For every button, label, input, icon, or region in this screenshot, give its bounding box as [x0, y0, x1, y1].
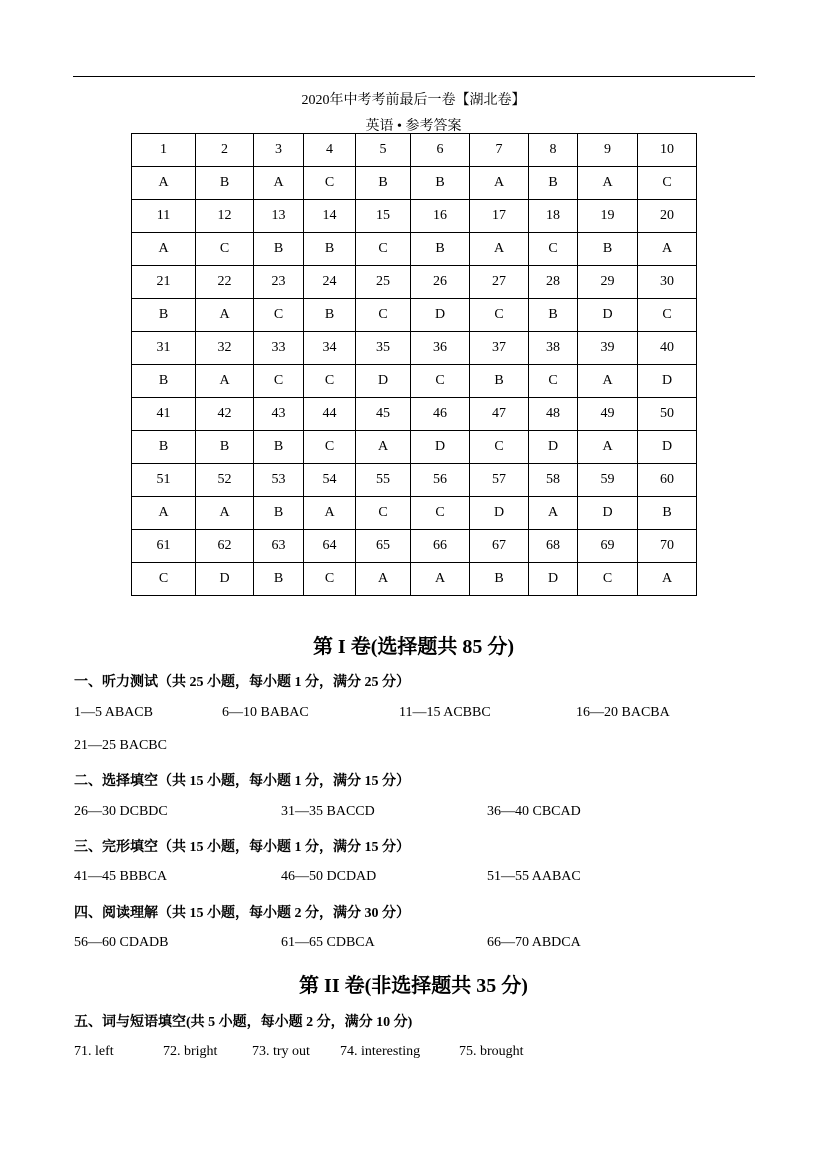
answer-cell: D — [196, 563, 254, 596]
question-number-row — [132, 266, 697, 299]
answer-group: 75. brought — [459, 1044, 524, 1059]
question-number-cell: 13 — [254, 200, 304, 233]
answer-group: 61—65 CDBCA — [281, 935, 375, 950]
question-number-cell: 6 — [411, 134, 470, 167]
question-number-cell: 36 — [411, 332, 470, 365]
answer-cell: C — [132, 563, 196, 596]
answer-cell: C — [638, 167, 697, 200]
answer-cell: C — [196, 233, 254, 266]
answer-cell: B — [254, 431, 304, 464]
question-number-cell: 17 — [470, 200, 529, 233]
question-number-cell: 20 — [638, 200, 697, 233]
answer-row — [132, 563, 697, 596]
question-number-cell: 10 — [638, 134, 697, 167]
question-number-cell: 51 — [132, 464, 196, 497]
answer-cell: A — [638, 563, 697, 596]
question-number-cell: 16 — [411, 200, 470, 233]
answer-table — [131, 133, 697, 596]
answer-group: 36—40 CBCAD — [487, 804, 581, 819]
question-number-cell: 47 — [470, 398, 529, 431]
section-heading: 五、词与短语填空(共 5 小题，每小题 2 分，满分 10 分) — [74, 1015, 413, 1030]
question-number-cell: 18 — [529, 200, 578, 233]
answer-group: 71. left — [74, 1044, 114, 1059]
question-number-cell: 33 — [254, 332, 304, 365]
question-number-row — [132, 134, 697, 167]
question-number-cell: 49 — [578, 398, 638, 431]
question-number-cell: 52 — [196, 464, 254, 497]
answer-cell: B — [529, 167, 578, 200]
answer-cell: C — [578, 563, 638, 596]
answer-cell: B — [254, 233, 304, 266]
answer-cell: A — [196, 365, 254, 398]
answer-group: 31—35 BACCD — [281, 804, 375, 819]
answer-cell: B — [411, 167, 470, 200]
question-number-cell: 68 — [529, 530, 578, 563]
answer-cell: C — [470, 431, 529, 464]
answer-cell: D — [356, 365, 411, 398]
question-number-row — [132, 398, 697, 431]
question-number-cell: 55 — [356, 464, 411, 497]
question-number-cell: 43 — [254, 398, 304, 431]
answer-row — [132, 431, 697, 464]
answer-cell: D — [529, 563, 578, 596]
answer-group: 21—25 BACBC — [74, 738, 167, 753]
question-number-cell: 45 — [356, 398, 411, 431]
question-number-cell: 53 — [254, 464, 304, 497]
question-number-cell: 3 — [254, 134, 304, 167]
section-heading: 一、听力测试（共 25 小题，每小题 1 分，满分 25 分） — [74, 675, 410, 690]
answer-cell: B — [132, 299, 196, 332]
question-number-cell: 28 — [529, 266, 578, 299]
answer-row — [132, 233, 697, 266]
question-number-cell: 24 — [304, 266, 356, 299]
question-number-cell: 11 — [132, 200, 196, 233]
question-number-cell: 25 — [356, 266, 411, 299]
section-heading: 三、完形填空（共 15 小题，每小题 1 分，满分 15 分） — [74, 840, 410, 855]
question-number-cell: 21 — [132, 266, 196, 299]
question-number-cell: 27 — [470, 266, 529, 299]
header-rule — [73, 76, 755, 77]
question-number-cell: 65 — [356, 530, 411, 563]
answer-group: 56—60 CDADB — [74, 935, 169, 950]
answer-cell: A — [254, 167, 304, 200]
answer-cell: C — [411, 365, 470, 398]
answer-group: 11—15 ACBBC — [399, 705, 491, 720]
answer-cell: C — [411, 497, 470, 530]
answer-cell: D — [411, 431, 470, 464]
answer-cell: A — [470, 233, 529, 266]
question-number-cell: 39 — [578, 332, 638, 365]
answer-cell: D — [411, 299, 470, 332]
question-number-cell: 4 — [304, 134, 356, 167]
question-number-cell: 12 — [196, 200, 254, 233]
document-subtitle: 英语 • 参考答案 — [365, 119, 462, 134]
question-number-cell: 63 — [254, 530, 304, 563]
answer-group: 74. interesting — [340, 1044, 421, 1059]
question-number-cell: 62 — [196, 530, 254, 563]
question-number-cell: 30 — [638, 266, 697, 299]
answer-cell: A — [132, 233, 196, 266]
question-number-cell: 5 — [356, 134, 411, 167]
question-number-row — [132, 464, 697, 497]
answer-cell: A — [578, 365, 638, 398]
question-number-cell: 48 — [529, 398, 578, 431]
answer-cell: B — [304, 299, 356, 332]
answer-group: 41—45 BBBCA — [74, 869, 167, 884]
question-number-cell: 50 — [638, 398, 697, 431]
answer-cell: A — [196, 299, 254, 332]
question-number-cell: 37 — [470, 332, 529, 365]
answer-cell: D — [578, 497, 638, 530]
answer-group: 46—50 DCDAD — [281, 869, 377, 884]
answer-cell: B — [411, 233, 470, 266]
answer-cell: A — [411, 563, 470, 596]
question-number-cell: 60 — [638, 464, 697, 497]
question-number-cell: 59 — [578, 464, 638, 497]
answer-cell: B — [470, 365, 529, 398]
answer-cell: A — [132, 167, 196, 200]
question-number-cell: 22 — [196, 266, 254, 299]
answer-cell: C — [529, 233, 578, 266]
question-number-cell: 42 — [196, 398, 254, 431]
question-number-cell: 56 — [411, 464, 470, 497]
answer-cell: C — [304, 431, 356, 464]
answer-cell: C — [638, 299, 697, 332]
question-number-cell: 67 — [470, 530, 529, 563]
answer-cell: D — [529, 431, 578, 464]
answer-cell: D — [578, 299, 638, 332]
question-number-cell: 70 — [638, 530, 697, 563]
answer-cell: A — [356, 431, 411, 464]
answer-cell: B — [196, 167, 254, 200]
question-number-cell: 8 — [529, 134, 578, 167]
answer-cell: D — [638, 365, 697, 398]
section-heading: 二、选择填空（共 15 小题，每小题 1 分，满分 15 分） — [74, 774, 410, 789]
answer-cell: C — [254, 365, 304, 398]
question-number-cell: 58 — [529, 464, 578, 497]
answer-cell: C — [304, 365, 356, 398]
question-number-cell: 69 — [578, 530, 638, 563]
answer-cell: B — [132, 365, 196, 398]
answer-cell: B — [254, 563, 304, 596]
answer-group: 26—30 DCBDC — [74, 804, 168, 819]
question-number-cell: 44 — [304, 398, 356, 431]
part2-title: 第 II 卷(非选择题共 35 分) — [299, 975, 528, 997]
answer-cell: C — [304, 167, 356, 200]
question-number-cell: 54 — [304, 464, 356, 497]
answer-cell: B — [578, 233, 638, 266]
answer-group: 51—55 AABAC — [487, 869, 581, 884]
question-number-cell: 14 — [304, 200, 356, 233]
answer-group: 16—20 BACBA — [576, 705, 670, 720]
answer-cell: C — [470, 299, 529, 332]
answer-cell: A — [356, 563, 411, 596]
answer-cell: B — [196, 431, 254, 464]
question-number-cell: 35 — [356, 332, 411, 365]
answer-cell: B — [132, 431, 196, 464]
answer-row — [132, 365, 697, 398]
question-number-row — [132, 332, 697, 365]
question-number-cell: 15 — [356, 200, 411, 233]
answer-cell: A — [196, 497, 254, 530]
question-number-cell: 7 — [470, 134, 529, 167]
question-number-row — [132, 530, 697, 563]
question-number-cell: 38 — [529, 332, 578, 365]
question-number-cell: 31 — [132, 332, 196, 365]
question-number-cell: 9 — [578, 134, 638, 167]
question-number-cell: 32 — [196, 332, 254, 365]
answer-group: 73. try out — [252, 1044, 310, 1059]
part1-title: 第 I 卷(选择题共 85 分) — [312, 636, 515, 658]
answer-row — [132, 497, 697, 530]
answer-cell: B — [304, 233, 356, 266]
answer-cell: C — [254, 299, 304, 332]
document-title: 2020年中考考前最后一卷【湖北卷】 — [301, 93, 526, 108]
question-number-cell: 26 — [411, 266, 470, 299]
answer-cell: C — [304, 563, 356, 596]
answer-cell: A — [304, 497, 356, 530]
answer-cell: C — [356, 497, 411, 530]
question-number-cell: 66 — [411, 530, 470, 563]
answer-cell: A — [578, 431, 638, 464]
section-heading: 四、阅读理解（共 15 小题，每小题 2 分，满分 30 分） — [74, 906, 410, 921]
answer-cell: D — [638, 431, 697, 464]
question-number-cell: 1 — [132, 134, 196, 167]
question-number-cell: 64 — [304, 530, 356, 563]
question-number-cell: 41 — [132, 398, 196, 431]
answer-cell: C — [356, 233, 411, 266]
answer-cell: A — [578, 167, 638, 200]
answer-group: 66—70 ABDCA — [487, 935, 581, 950]
answer-cell: A — [132, 497, 196, 530]
answer-row — [132, 167, 697, 200]
answer-group: 72. bright — [163, 1044, 218, 1059]
answer-cell: B — [356, 167, 411, 200]
answer-cell: C — [356, 299, 411, 332]
answer-group: 6—10 BABAC — [222, 705, 309, 720]
question-number-cell: 23 — [254, 266, 304, 299]
answer-cell: A — [638, 233, 697, 266]
question-number-cell: 61 — [132, 530, 196, 563]
answer-cell: A — [470, 167, 529, 200]
answer-cell: A — [529, 497, 578, 530]
question-number-row — [132, 200, 697, 233]
question-number-cell: 19 — [578, 200, 638, 233]
answer-row — [132, 299, 697, 332]
question-number-cell: 2 — [196, 134, 254, 167]
answer-group: 1—5 ABACB — [74, 705, 153, 720]
question-number-cell: 57 — [470, 464, 529, 497]
question-number-cell: 40 — [638, 332, 697, 365]
answer-cell: B — [254, 497, 304, 530]
answer-cell: D — [470, 497, 529, 530]
answer-cell: B — [638, 497, 697, 530]
question-number-cell: 34 — [304, 332, 356, 365]
answer-cell: B — [470, 563, 529, 596]
answer-cell: C — [529, 365, 578, 398]
question-number-cell: 29 — [578, 266, 638, 299]
question-number-cell: 46 — [411, 398, 470, 431]
answer-cell: B — [529, 299, 578, 332]
